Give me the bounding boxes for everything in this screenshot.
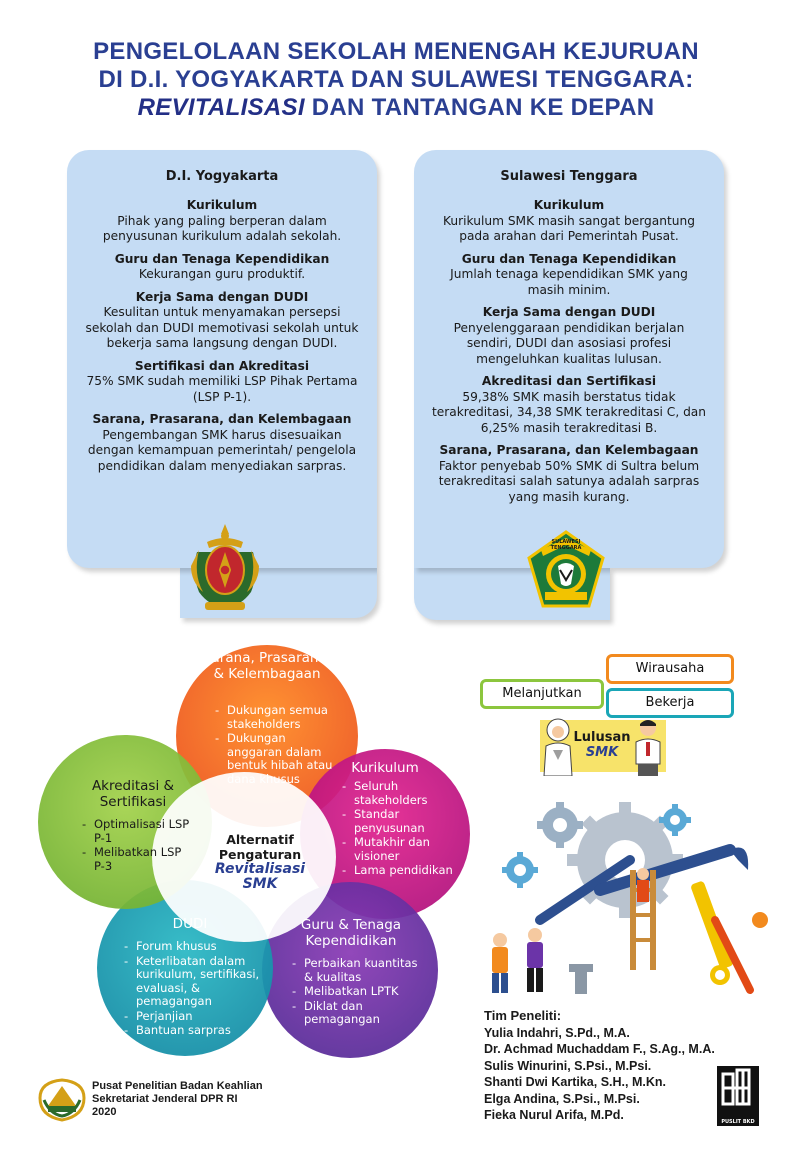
smk-text: SMK — [585, 745, 619, 760]
section-title: Sarana, Prasarana, dan Kelembagaan — [439, 443, 699, 457]
title-line-1: PENGELOLAAN SEKOLAH MENENGAH KEJURUAN — [93, 38, 699, 65]
circle-dudi-list — [122, 940, 270, 1039]
list-item: - Perbaikan kuantitas & kualitas — [290, 957, 420, 984]
section-body: Penyelenggaraan pendidikan berjalan sendiri, DUDI dan asosiasi profesi mengeluhkan kualitas lulusan. — [453, 320, 685, 366]
center-label — [200, 832, 320, 892]
list-item: - Optimalisasi LSP P-1 — [80, 818, 190, 845]
team-member: Fieka Nurul Arifa, M.Pd. — [484, 1108, 624, 1122]
circle-guru-title: Guru & Tenaga Kependidikan — [300, 917, 402, 949]
yk-section-dudi — [83, 290, 361, 352]
st-section-dudi — [430, 305, 708, 367]
gears-teamwork-illustration — [480, 790, 780, 1000]
section-body: Pihak yang paling berperan dalam penyusunan kurikulum adalah sekolah. — [102, 213, 342, 243]
list-item: - Lama pendidikan — [340, 864, 465, 878]
tag-bekerja: Bekerja — [606, 688, 734, 718]
center-line-2: Pengaturan — [218, 847, 302, 862]
st-section-sarana — [430, 443, 708, 505]
puslit-logo-text: PUSLIT BKD — [721, 1119, 755, 1125]
tag-wirausaha: Wirausaha — [606, 654, 734, 684]
research-team — [484, 1008, 715, 1124]
section-body: Kurikulum SMK masih sangat bergantung pada arahan dari Pemerintah Pusat. — [443, 213, 695, 243]
dpr-emblem-icon — [36, 1076, 88, 1122]
section-body: 59,38% SMK masih berstatus tidak terakreditasi, 34,38 SMK terakreditasi C, dan 6,25% masih terakreditasi B. — [431, 389, 706, 435]
section-body: Jumlah tenaga kependidikan SMK yang masih minim. — [450, 267, 688, 297]
yk-section-sertifikasi — [83, 359, 361, 406]
section-title: Kerja Sama dengan DUDI — [135, 289, 309, 304]
section-body: 75% SMK sudah memiliki LSP Pihak Pertama (LSP P-1). — [86, 374, 358, 404]
center-line-4: SMK — [242, 876, 278, 892]
circle-dudi-title: DUDI — [172, 916, 208, 932]
footer-line-1: Pusat Penelitian Badan Keahlian — [92, 1080, 263, 1092]
team-member: Yulia Indahri, S.Pd., M.A. — [484, 1025, 630, 1040]
circle-sarana-title: Sarana, Prasarana, & Kelembagaan — [202, 650, 332, 682]
footer — [92, 1080, 263, 1119]
title-line-3-rest: DAN TANTANGAN KE DEPAN — [304, 94, 655, 121]
list-item: - Melibatkan LPTK — [290, 985, 420, 999]
section-title: Akreditasi dan Sertifikasi — [481, 374, 657, 388]
team-member: Sulis Winurini, S.Psi., M.Psi. — [484, 1058, 652, 1073]
sultra-panel — [414, 150, 724, 568]
title-line-3 — [0, 94, 792, 122]
team-member: Elga Andina, S.Psi., M.Psi. — [484, 1091, 640, 1106]
section-title: Kerja Sama dengan DUDI — [482, 305, 656, 319]
st-section-akreditasi — [430, 374, 708, 436]
st-section-kurikulum — [430, 198, 708, 245]
graduate-male-icon — [630, 716, 666, 776]
section-body: Kesulitan untuk menyamakan persepsi sekolah dan DUDI memotivasi sekolah untuk bekerja sama langsung dengan DUDI. — [85, 305, 359, 350]
section-body: Faktor penyebab 50% SMK di Sultra belum terakreditasi salah satunya adalah sarpras yang masih kurang. — [438, 458, 700, 504]
circle-akreditasi-title: Akreditasi & Sertifikasi — [91, 778, 175, 810]
yogyakarta-heading: D.I. Yogyakarta — [165, 169, 279, 184]
list-item: - Forum khusus — [122, 940, 270, 954]
list-item: - Keterlibatan dalam kurikulum, sertifikasi, evaluasi, & pemagangan — [122, 955, 270, 1009]
sultra-emblem-text: SULAWESI TENGGARA — [550, 539, 582, 551]
circle-akreditasi-list — [80, 818, 190, 874]
list-item: - Dukungan semua stakeholders — [213, 704, 343, 731]
footer-line-3: 2020 — [92, 1106, 117, 1118]
section-title: Guru dan Tenaga Kependidikan — [461, 251, 677, 266]
lulusan-label — [572, 730, 632, 760]
list-item: - Perjanjian — [122, 1010, 270, 1024]
center-line-3: Revitalisasi — [214, 861, 306, 877]
title-line-2: DI D.I. YOGYAKARTA DAN SULAWESI TENGGARA: — [98, 66, 694, 93]
team-member: Dr. Achmad Muchaddam F., S.Ag., M.A. — [484, 1042, 715, 1056]
title-highlight: REVITALISASI — [137, 94, 305, 121]
team-heading: Tim Peneliti: — [484, 1008, 562, 1023]
section-title: Guru dan Tenaga Kependidikan — [114, 251, 330, 266]
list-item: - Diklat dan pemagangan — [290, 1000, 420, 1027]
circle-kurikulum-title: Kurikulum — [351, 760, 419, 776]
yogyakarta-panel — [67, 150, 377, 568]
circle-guru-list — [290, 957, 420, 1028]
circle-kurikulum-list — [340, 780, 465, 879]
list-item: - Mutakhir dan visioner — [340, 836, 465, 863]
section-title: Sarana, Prasarana, dan Kelembagaan — [92, 412, 352, 426]
yogyakarta-emblem-icon — [185, 522, 265, 614]
circle-sarana-list — [213, 704, 343, 787]
team-member: Shanti Dwi Kartika, S.H., M.Kn. — [484, 1075, 666, 1089]
lulusan-text: Lulusan — [573, 730, 631, 745]
yk-section-kurikulum — [83, 198, 361, 245]
list-item: - Dukungan anggaran dalam bentuk hibah atau dana khusus — [213, 732, 343, 786]
footer-line-2: Sekretariat Jenderal DPR RI — [92, 1093, 238, 1105]
list-item: - Standar penyusunan — [340, 808, 465, 835]
puslit-logo — [717, 1066, 759, 1126]
section-body: Pengembangan SMK harus disesuaikan dengan kemampuan pemerintah/ pengelola pendidikan dalam menyediakan sarpras. — [87, 427, 357, 473]
section-title: Kurikulum — [533, 198, 605, 212]
tag-melanjutkan: Melanjutkan — [480, 679, 604, 709]
graduate-female-icon — [540, 716, 576, 776]
yk-section-guru — [83, 252, 361, 283]
st-section-guru — [430, 252, 708, 299]
section-title: Kurikulum — [186, 198, 258, 212]
sultra-heading: Sulawesi Tenggara — [500, 169, 638, 184]
section-body: Kekurangan guru produktif. — [138, 267, 306, 281]
list-item: - Seluruh stakeholders — [340, 780, 465, 807]
section-title: Sertifikasi dan Akreditasi — [134, 358, 310, 373]
page-title — [0, 38, 792, 122]
list-item: - Melibatkan LSP P-3 — [80, 846, 190, 873]
puslit-emblem-icon — [717, 1066, 759, 1114]
list-item: - Bantuan sarpras — [122, 1024, 270, 1038]
center-line-1: Alternatif — [226, 832, 294, 847]
yk-section-sarana — [83, 412, 361, 474]
